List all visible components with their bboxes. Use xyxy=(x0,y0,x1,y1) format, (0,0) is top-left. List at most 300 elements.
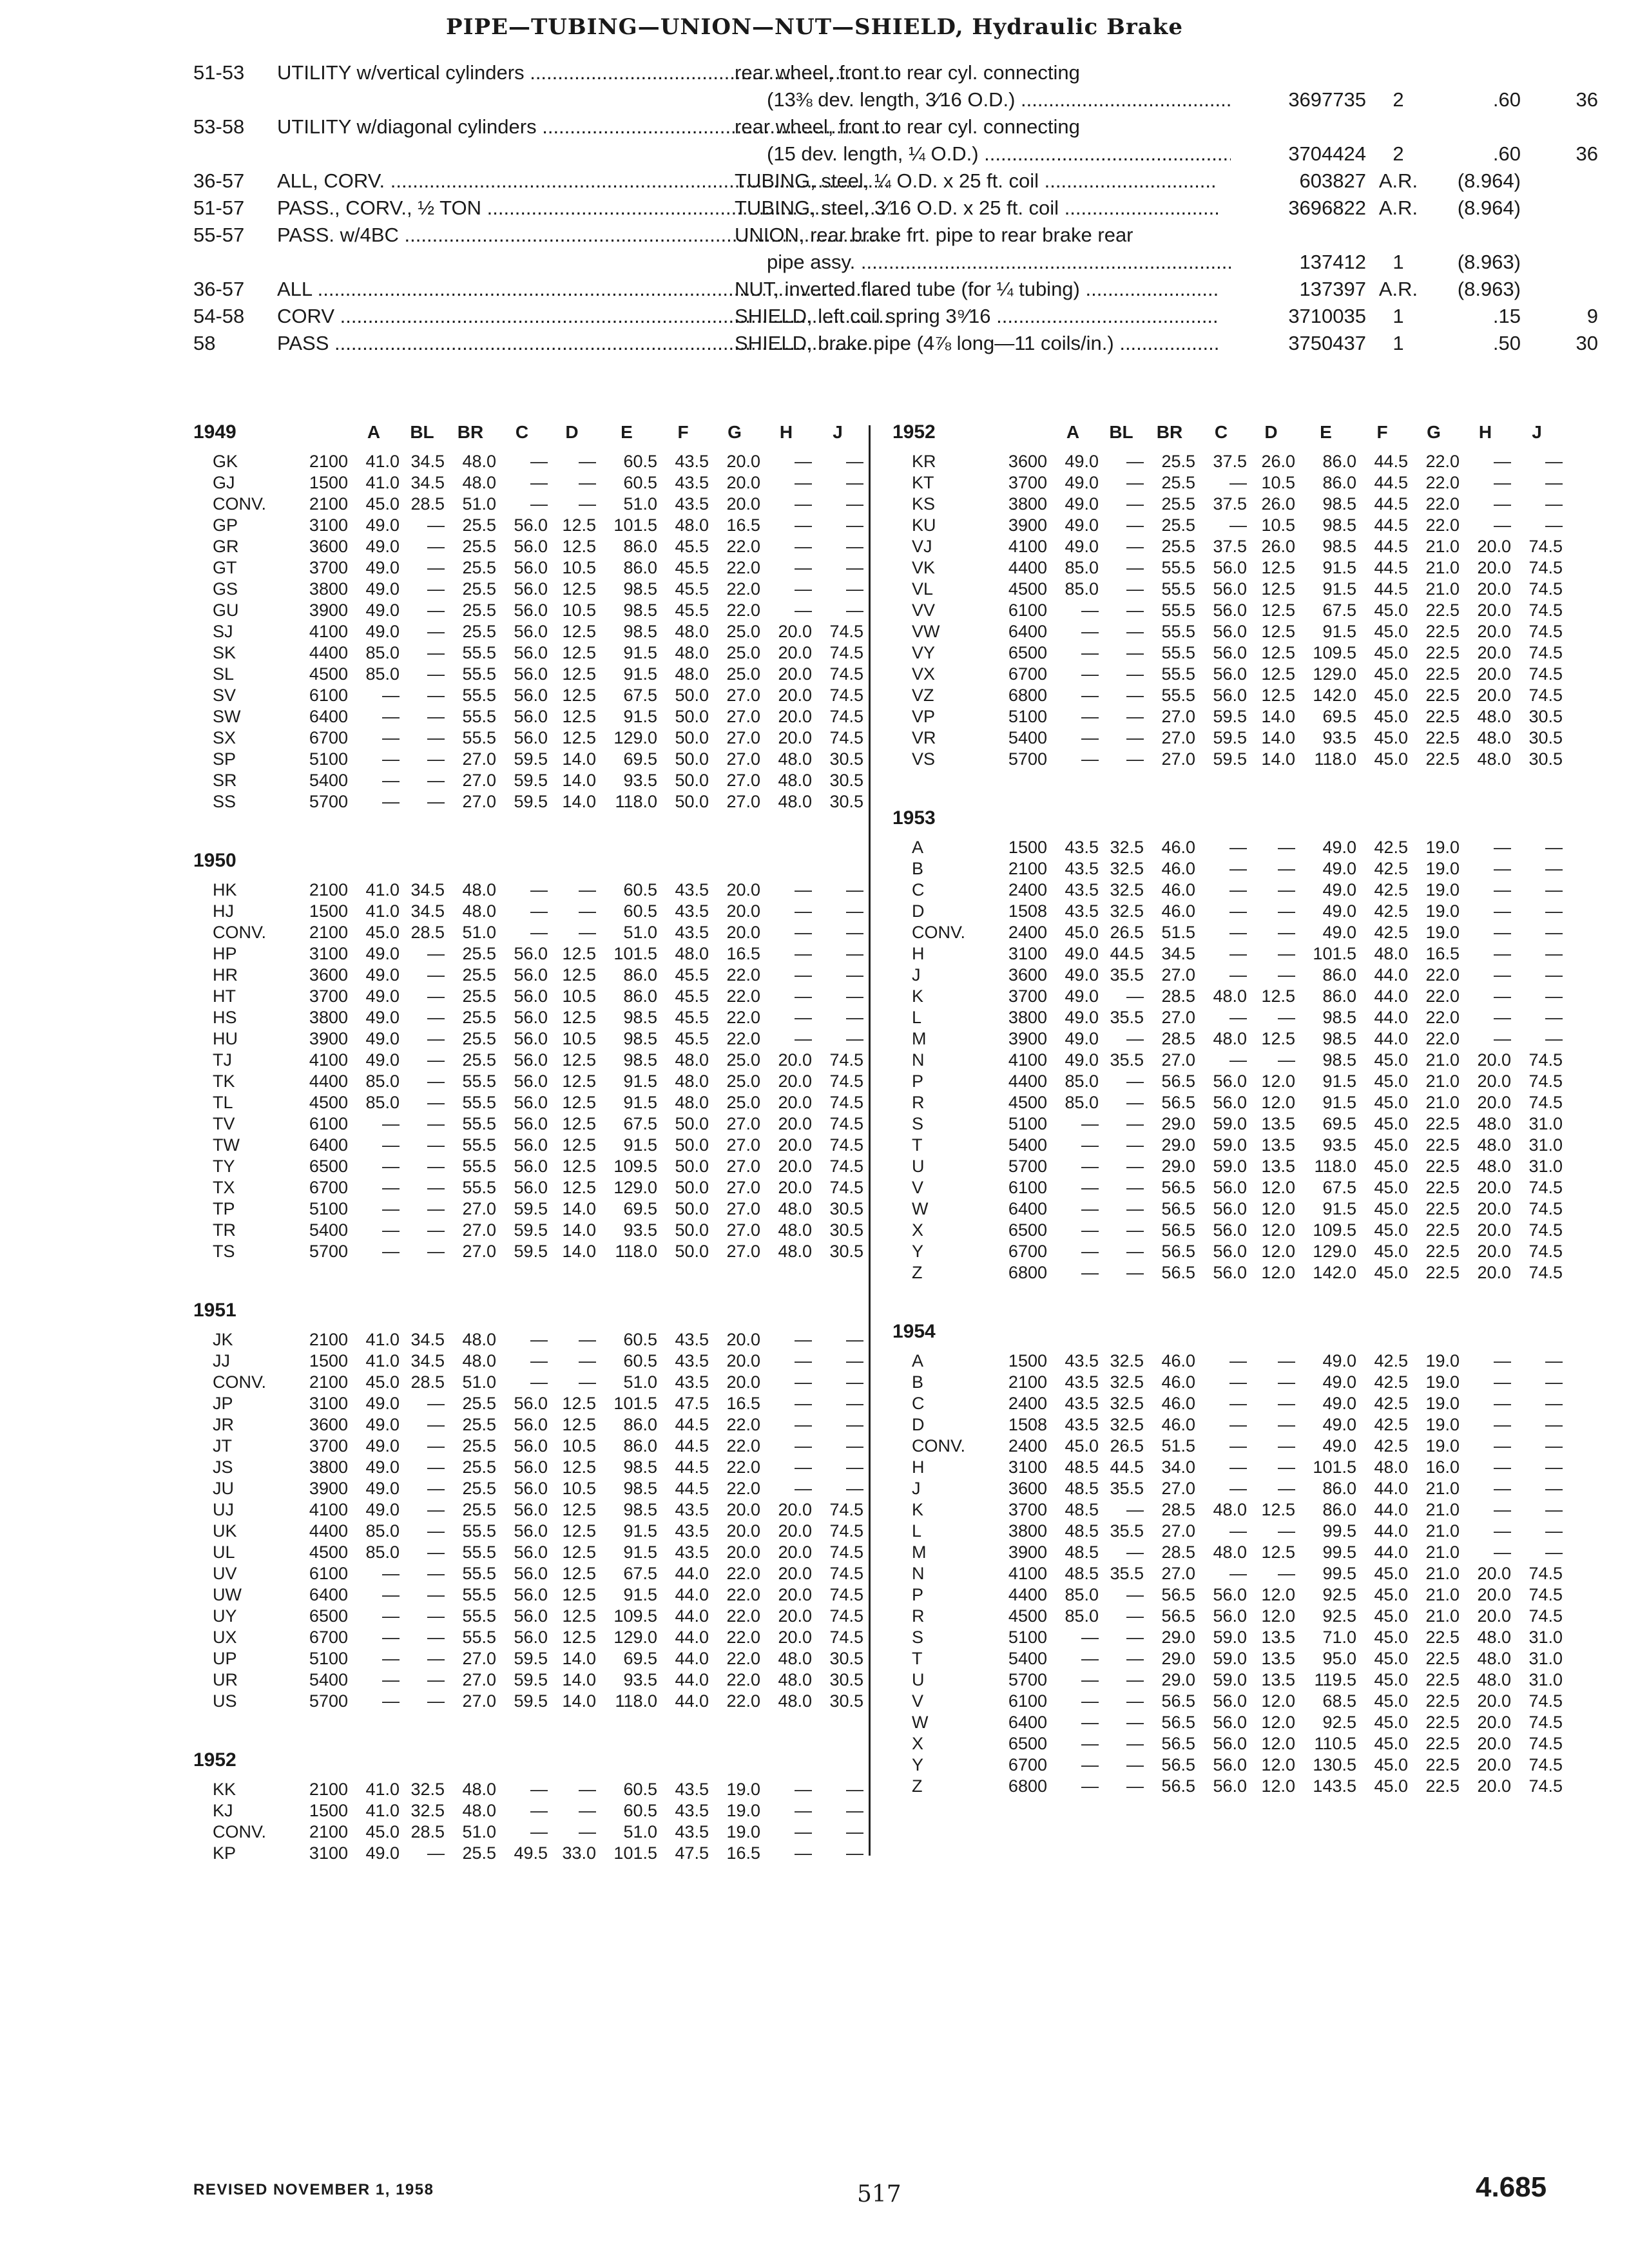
dimension-value: 59.0 xyxy=(1213,1157,1247,1176)
series-code: 5400 xyxy=(1008,1135,1047,1155)
table-row xyxy=(193,791,863,812)
series-code: 3700 xyxy=(1008,986,1047,1006)
dimension-value: 49.0 xyxy=(365,622,400,641)
series-code: 2100 xyxy=(309,1780,348,1799)
series-code: 4400 xyxy=(1008,1585,1047,1604)
dimension-value: 56.0 xyxy=(514,1521,548,1541)
model-code: U xyxy=(912,1157,925,1176)
column-header xyxy=(1247,1312,1295,1350)
dimension-value: 25.5 xyxy=(462,1843,496,1863)
dimension-value: 56.0 xyxy=(514,944,548,963)
dimension-value: 59.5 xyxy=(514,1199,548,1218)
dimension-value: 98.5 xyxy=(1322,515,1356,535)
model-code: VZ xyxy=(912,686,934,705)
dimension-value: 91.5 xyxy=(1322,1093,1356,1112)
dimension-value: 41.0 xyxy=(365,473,400,492)
dimension-value: 35.5 xyxy=(1110,1008,1144,1027)
dimension-value: — xyxy=(795,944,812,963)
dimension-value: 49.0 xyxy=(365,1479,400,1498)
dimension-value: 25.5 xyxy=(462,1050,496,1070)
dimension-value: 12.0 xyxy=(1261,1242,1295,1261)
series-code: 6100 xyxy=(309,1114,348,1133)
dimension-value: 25.5 xyxy=(1161,473,1195,492)
table-row xyxy=(892,1414,1563,1436)
dimension-value: — xyxy=(1545,1351,1563,1370)
table-row xyxy=(193,621,863,642)
dimension-value: 51.0 xyxy=(623,923,657,942)
dimension-value: — xyxy=(846,1415,863,1434)
table-row xyxy=(892,986,1563,1007)
dimension-value: 20.0 xyxy=(726,1351,760,1370)
dimension-value: — xyxy=(1545,923,1563,942)
dimension-value: 32.5 xyxy=(1110,1415,1144,1434)
column-header xyxy=(596,1740,657,1779)
dimension-value: 27.0 xyxy=(462,792,496,811)
dimension-value: 25.0 xyxy=(726,664,760,684)
dimension-value: 48.0 xyxy=(778,1242,812,1261)
model-code: VJ xyxy=(912,537,932,556)
table-row xyxy=(193,1627,863,1648)
dimension-value: 37.5 xyxy=(1213,452,1247,471)
dimension-value: 49.0 xyxy=(1065,1050,1099,1070)
series-code: 2400 xyxy=(1008,880,1047,899)
dimension-value: — xyxy=(1081,1776,1099,1796)
dimension-value: 56.0 xyxy=(1213,1263,1247,1282)
year-section-1954 xyxy=(892,1312,1563,1797)
table-row xyxy=(892,1050,1563,1071)
dimension-value: 68.5 xyxy=(1322,1691,1356,1711)
dimension-value: 27.0 xyxy=(726,1199,760,1218)
dimension-value: 55.5 xyxy=(462,1157,496,1176)
dimension-value: 12.5 xyxy=(562,1072,596,1091)
dimension-value: 86.0 xyxy=(623,965,657,985)
dimension-value: 20.0 xyxy=(726,923,760,942)
dimension-value: 22.0 xyxy=(726,1436,760,1456)
dimension-value: — xyxy=(1126,749,1144,769)
dimension-value: 12.0 xyxy=(1261,1585,1295,1604)
dimension-value: 74.5 xyxy=(829,728,863,747)
dimension-value: 45.0 xyxy=(365,1822,400,1841)
column-header xyxy=(709,1740,760,1779)
right-column xyxy=(892,412,1563,1825)
dimension-value: 12.0 xyxy=(1261,1178,1295,1197)
table-row xyxy=(892,642,1563,664)
dimension-value: 56.0 xyxy=(1213,622,1247,641)
table-row xyxy=(892,1071,1563,1092)
dimension-value: 20.0 xyxy=(1477,1564,1511,1583)
model-code: TV xyxy=(213,1114,235,1133)
dimension-value: 43.5 xyxy=(675,1372,709,1392)
dimension-value: 44.5 xyxy=(1374,494,1408,514)
dimension-value: 48.0 xyxy=(462,1351,496,1370)
dimension-value: — xyxy=(427,1220,445,1240)
dimension-value: — xyxy=(427,707,445,726)
dimension-value: 19.0 xyxy=(1425,880,1460,899)
dimension-value: 74.5 xyxy=(1528,1220,1563,1240)
column-header xyxy=(400,1740,445,1779)
dimension-value: — xyxy=(1229,944,1247,963)
series-code: 3800 xyxy=(1008,1521,1047,1541)
dimension-value: 12.5 xyxy=(1261,579,1295,599)
dimension-value: 12.5 xyxy=(1261,622,1295,641)
dimension-value: 45.5 xyxy=(675,579,709,599)
dimension-value: 74.5 xyxy=(829,622,863,641)
dimension-value: — xyxy=(1081,1734,1099,1753)
dimension-value: 55.5 xyxy=(1161,601,1195,620)
dimension-value: — xyxy=(1545,1479,1563,1498)
dimension-value: 56.0 xyxy=(514,965,548,985)
dimension-value: — xyxy=(1494,1029,1511,1048)
dimension-value: 45.0 xyxy=(1374,1628,1408,1647)
dimension-value: 19.0 xyxy=(1425,901,1460,921)
dimension-value: 56.0 xyxy=(1213,1093,1247,1112)
dimension-value: 28.5 xyxy=(410,923,445,942)
table-row xyxy=(892,600,1563,621)
dimension-value: — xyxy=(1545,473,1563,492)
dimension-value: — xyxy=(427,965,445,985)
dimension-value: 60.5 xyxy=(623,901,657,921)
dimension-value: 56.0 xyxy=(514,1135,548,1155)
model-code: HR xyxy=(213,965,238,985)
dimension-value: 25.5 xyxy=(462,515,496,535)
model-code: HS xyxy=(213,1008,237,1027)
dimension-value: — xyxy=(530,1330,548,1349)
dimension-value: 20.0 xyxy=(726,452,760,471)
dimension-value: 49.0 xyxy=(365,601,400,620)
model-code: VP xyxy=(912,707,936,726)
series-code: 3600 xyxy=(309,537,348,556)
dimension-value: — xyxy=(530,1801,548,1820)
dimension-value: 20.0 xyxy=(1477,1776,1511,1796)
dimension-value: — xyxy=(427,1242,445,1261)
part-quantity: 1 xyxy=(1393,332,1404,354)
dimension-value: 42.5 xyxy=(1374,859,1408,878)
section-year: 1951 xyxy=(193,1299,236,1321)
series-code: 3100 xyxy=(309,1843,348,1863)
dimension-value: — xyxy=(846,1780,863,1799)
model-code: SX xyxy=(213,728,236,747)
dimension-value: 42.5 xyxy=(1374,923,1408,942)
dimension-value: 10.5 xyxy=(562,1029,596,1048)
dimension-value: — xyxy=(579,923,596,942)
dimension-value: — xyxy=(1081,1691,1099,1711)
dimension-value: 55.5 xyxy=(1161,622,1195,641)
dimension-value: 51.0 xyxy=(623,494,657,514)
series-code: 2100 xyxy=(309,1372,348,1392)
dimension-value: 10.5 xyxy=(562,601,596,620)
dimension-value: — xyxy=(579,473,596,492)
table-row xyxy=(193,1028,863,1050)
dimension-value: 49.0 xyxy=(1322,1394,1356,1413)
series-code: 4100 xyxy=(309,1500,348,1519)
model-code: P xyxy=(912,1585,924,1604)
dimension-value: — xyxy=(795,923,812,942)
dimension-value: 74.5 xyxy=(829,643,863,662)
dimension-value: 21.0 xyxy=(1425,1521,1460,1541)
dimension-value: 22.0 xyxy=(1425,452,1460,471)
dimension-value: 48.5 xyxy=(1065,1542,1099,1562)
dimension-value: 21.0 xyxy=(1425,579,1460,599)
series-code: 5700 xyxy=(1008,749,1047,769)
table-row xyxy=(892,922,1563,943)
dimension-value: 12.5 xyxy=(1261,643,1295,662)
series-code: 3800 xyxy=(1008,494,1047,514)
dimension-value: — xyxy=(1229,923,1247,942)
dimension-value: — xyxy=(382,1199,400,1218)
series-code: 2400 xyxy=(1008,923,1047,942)
model-code: Z xyxy=(912,1776,923,1796)
dimension-value: 20.0 xyxy=(778,1521,812,1541)
dimension-value: 30.5 xyxy=(829,749,863,769)
table-row xyxy=(892,1113,1563,1135)
dimension-value: 91.5 xyxy=(1322,579,1356,599)
dimension-value: 59.5 xyxy=(514,771,548,790)
dimension-value: — xyxy=(795,515,812,535)
dimension-value: 20.0 xyxy=(1477,622,1511,641)
dimension-value: 50.0 xyxy=(675,686,709,705)
dimension-value: 30.5 xyxy=(829,1199,863,1218)
table-row xyxy=(892,1393,1563,1414)
dimension-value: 31.0 xyxy=(1528,1670,1563,1689)
column-header xyxy=(1511,798,1563,837)
dimension-value: — xyxy=(1229,1479,1247,1498)
series-code: 4400 xyxy=(309,1072,348,1091)
dimension-value: — xyxy=(1126,1585,1144,1604)
dimension-value: — xyxy=(427,601,445,620)
dimension-value: 44.0 xyxy=(1374,1542,1408,1562)
dimension-value: 74.5 xyxy=(829,1114,863,1133)
dimension-value: 56.0 xyxy=(514,1050,548,1070)
dimension-value: 49.0 xyxy=(365,1436,400,1456)
dimension-value: — xyxy=(1494,965,1511,985)
column-header: A xyxy=(367,421,381,442)
dimension-value: — xyxy=(795,1029,812,1048)
dimension-value: 56.0 xyxy=(514,1093,548,1112)
table-row xyxy=(892,943,1563,965)
dimension-value: — xyxy=(1126,1263,1144,1282)
series-code: 6700 xyxy=(1008,1242,1047,1261)
table-row xyxy=(892,706,1563,727)
table-row xyxy=(193,1113,863,1135)
model-code: V xyxy=(912,1178,924,1197)
part-quantity: 2 xyxy=(1393,142,1404,165)
dimension-value: 56.0 xyxy=(1213,686,1247,705)
dimension-value: — xyxy=(530,452,548,471)
dimension-value: 49.0 xyxy=(365,965,400,985)
dimension-value: 56.0 xyxy=(1213,1713,1247,1732)
series-code: 3600 xyxy=(1008,965,1047,985)
dimension-value: 101.5 xyxy=(613,515,657,535)
model-code: GJ xyxy=(213,473,235,492)
series-code: 3600 xyxy=(309,965,348,985)
dimension-value: 45.0 xyxy=(365,1372,400,1392)
dimension-value: 48.0 xyxy=(1213,1500,1247,1519)
column-header: G xyxy=(1427,421,1441,442)
dimension-value: 28.5 xyxy=(410,1372,445,1392)
dimension-value: — xyxy=(1545,494,1563,514)
dimension-value: 41.0 xyxy=(365,1801,400,1820)
model-code: TJ xyxy=(213,1050,232,1070)
series-code: 1500 xyxy=(309,1351,348,1370)
dimension-value: 43.5 xyxy=(675,473,709,492)
dimension-value: — xyxy=(1278,901,1295,921)
dimension-value: — xyxy=(1126,452,1144,471)
dimension-value: 56.0 xyxy=(514,728,548,747)
model-code: V xyxy=(912,1691,924,1711)
dimension-value: 56.0 xyxy=(514,1585,548,1604)
dimension-value: 34.5 xyxy=(410,901,445,921)
dimension-value: 20.0 xyxy=(778,664,812,684)
dimension-value: 45.5 xyxy=(675,558,709,577)
dimension-value: — xyxy=(579,1330,596,1349)
column-header xyxy=(596,841,657,879)
dimension-value: 74.5 xyxy=(1528,643,1563,662)
dimension-value: — xyxy=(1081,1114,1099,1133)
dimension-value: 12.5 xyxy=(562,622,596,641)
dimension-value: 74.5 xyxy=(829,1050,863,1070)
dimension-value: — xyxy=(1278,838,1295,857)
section-year: 1954 xyxy=(892,1320,936,1342)
model-code: A xyxy=(912,838,924,857)
model-code: H xyxy=(912,1457,925,1477)
dimension-value: 41.0 xyxy=(365,1330,400,1349)
dimension-value: 22.0 xyxy=(1425,965,1460,985)
dimension-value: 22.0 xyxy=(726,1670,760,1689)
dimension-value: 27.0 xyxy=(462,1199,496,1218)
dimension-value: — xyxy=(1126,515,1144,535)
dimension-value: 48.0 xyxy=(1477,1670,1511,1689)
dimension-value: 49.0 xyxy=(1322,901,1356,921)
dimension-value: 43.5 xyxy=(675,1330,709,1349)
dimension-value: 42.5 xyxy=(1374,1436,1408,1456)
table-row xyxy=(892,1606,1563,1627)
dimension-value: 50.0 xyxy=(675,792,709,811)
model-code: A xyxy=(912,1351,924,1370)
dimension-value: 26.5 xyxy=(1110,1436,1144,1456)
column-header xyxy=(1047,1312,1099,1350)
dimension-value: 74.5 xyxy=(829,1564,863,1583)
part-description: SHIELD, brake pipe (4⅞ long—11 coils/in.) ..... xyxy=(735,332,1218,355)
dimension-value: 74.5 xyxy=(1528,1776,1563,1796)
dimension-value: — xyxy=(1494,452,1511,471)
dimension-value: — xyxy=(1278,1415,1295,1434)
dimension-value: 56.5 xyxy=(1161,1776,1195,1796)
dimension-value: 25.5 xyxy=(1161,452,1195,471)
model-code: R xyxy=(912,1606,925,1626)
dimension-value: — xyxy=(579,1801,596,1820)
dimension-value: — xyxy=(795,1801,812,1820)
table-row xyxy=(193,685,863,706)
series-code: 5400 xyxy=(309,771,348,790)
series-code: 6100 xyxy=(309,1564,348,1583)
series-code: 6400 xyxy=(1008,1713,1047,1732)
dimension-value: 56.0 xyxy=(514,1114,548,1133)
column-header xyxy=(1047,798,1099,837)
dimension-value: 27.0 xyxy=(1161,1050,1195,1070)
series-code: 6500 xyxy=(1008,643,1047,662)
model-code: SW xyxy=(213,707,241,726)
model-code: VS xyxy=(912,749,936,769)
dimension-value: 45.0 xyxy=(1374,1242,1408,1261)
column-header xyxy=(1460,798,1511,837)
dimension-value: 48.0 xyxy=(462,880,496,899)
dimension-value: — xyxy=(1081,707,1099,726)
dimension-value: 12.5 xyxy=(562,1628,596,1647)
dimension-value: 47.5 xyxy=(675,1843,709,1863)
dimension-value: 129.0 xyxy=(613,1178,657,1197)
dimension-value: 44.0 xyxy=(1374,1500,1408,1519)
dimension-value: — xyxy=(1081,1242,1099,1261)
dimension-value: 22.5 xyxy=(1425,1199,1460,1218)
dimension-value: 74.5 xyxy=(829,686,863,705)
dimension-value: 43.5 xyxy=(1065,838,1099,857)
dimension-value: 25.0 xyxy=(726,1093,760,1112)
dimension-value: 20.0 xyxy=(726,1542,760,1562)
dimension-value: — xyxy=(530,901,548,921)
dimension-value: 129.0 xyxy=(613,1628,657,1647)
model-code: CONV. xyxy=(213,494,267,514)
dimension-value: 34.0 xyxy=(1161,1457,1195,1477)
column-header xyxy=(760,1291,812,1329)
dimension-value: 95.0 xyxy=(1322,1649,1356,1668)
dimension-value: 98.5 xyxy=(623,1029,657,1048)
dimension-value: — xyxy=(427,1050,445,1070)
column-header xyxy=(709,1291,760,1329)
dimension-value: 48.0 xyxy=(462,1330,496,1349)
dimension-value: 56.0 xyxy=(514,664,548,684)
dimension-value: 14.0 xyxy=(562,1199,596,1218)
dimension-value: 14.0 xyxy=(1261,707,1295,726)
dimension-value: 56.0 xyxy=(514,558,548,577)
section-year: 1952 xyxy=(892,421,936,443)
dimension-value: 98.5 xyxy=(623,1500,657,1519)
dimension-value: 27.0 xyxy=(1161,1008,1195,1027)
dimension-value: 44.5 xyxy=(1374,515,1408,535)
model-code: KP xyxy=(213,1843,236,1863)
dimension-value: — xyxy=(382,1114,400,1133)
model-code: UP xyxy=(213,1649,237,1668)
part-price: .50 xyxy=(1492,332,1521,354)
dimension-value: — xyxy=(382,1585,400,1604)
dimension-value: — xyxy=(1081,643,1099,662)
series-code: 3800 xyxy=(309,1457,348,1477)
dimension-value: 43.5 xyxy=(675,1351,709,1370)
dimension-value: 27.0 xyxy=(1161,749,1195,769)
dimension-value: 28.5 xyxy=(1161,1542,1195,1562)
dimension-value: — xyxy=(1126,622,1144,641)
dimension-value: 49.0 xyxy=(365,1415,400,1434)
left-column xyxy=(193,412,863,1892)
part-quantity: 1 xyxy=(1393,251,1404,273)
series-code: 1500 xyxy=(309,1801,348,1820)
dimension-value: 21.0 xyxy=(1425,1479,1460,1498)
dimension-value: 48.0 xyxy=(1477,728,1511,747)
dimension-value: — xyxy=(382,1135,400,1155)
dimension-value: 49.0 xyxy=(365,1457,400,1477)
dimension-value: 20.0 xyxy=(778,707,812,726)
dimension-value: 55.5 xyxy=(462,1114,496,1133)
dimension-value: 35.5 xyxy=(1110,1479,1144,1498)
dimension-value: — xyxy=(427,749,445,769)
dimension-value: 42.5 xyxy=(1374,1415,1408,1434)
dimension-value: — xyxy=(846,473,863,492)
dimension-value: 55.5 xyxy=(462,707,496,726)
column-header: C xyxy=(515,421,529,442)
dimension-value: 25.5 xyxy=(1161,537,1195,556)
dimension-value: — xyxy=(530,1780,548,1799)
dimension-value: 28.5 xyxy=(1161,1029,1195,1048)
model-code: KR xyxy=(912,452,936,471)
